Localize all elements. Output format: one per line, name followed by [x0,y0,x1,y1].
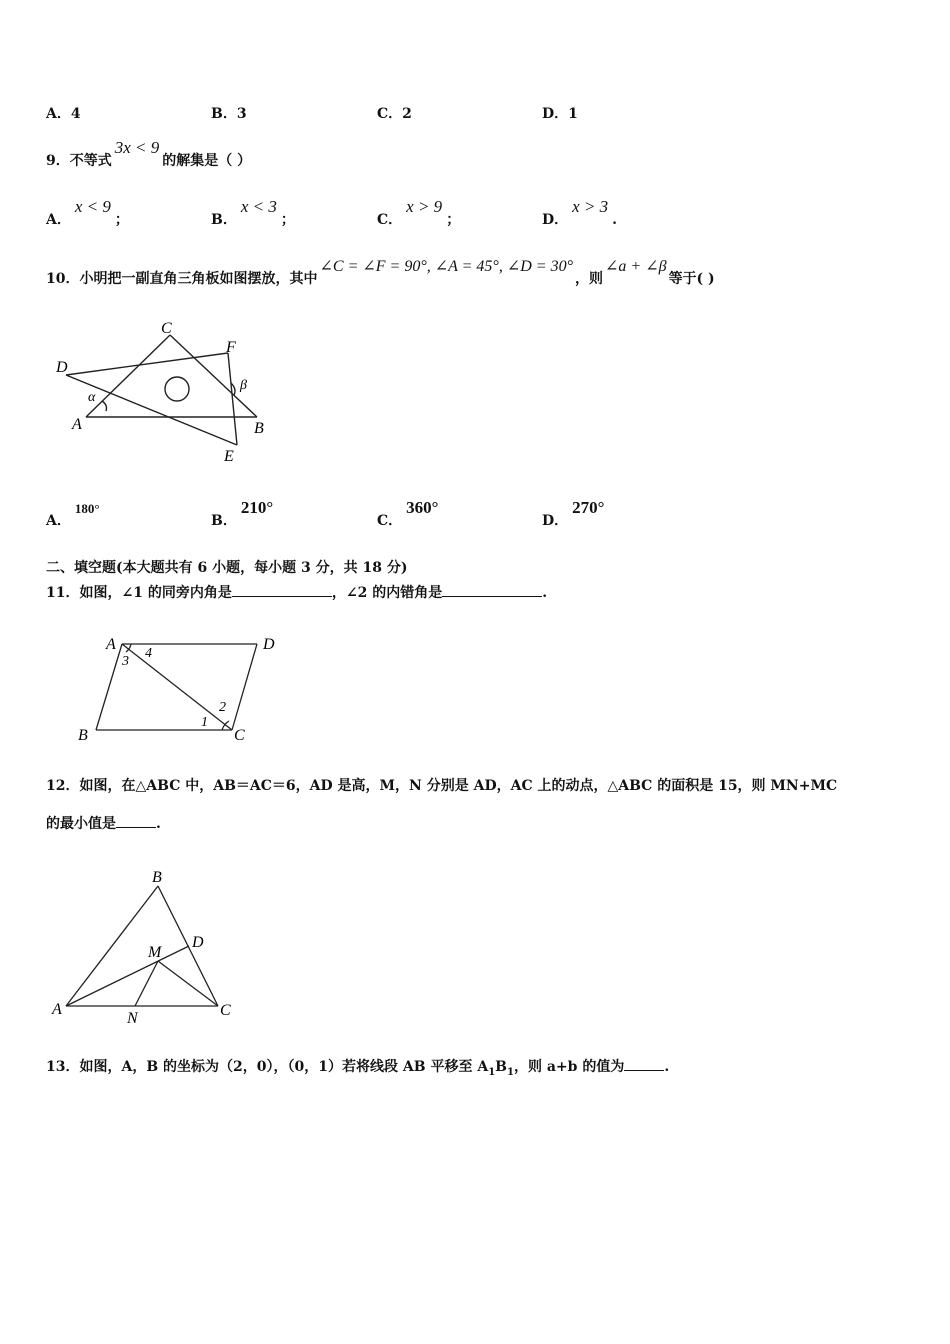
q9-option-d: D．x > 3. [542,197,618,228]
q11-label-a: A [106,636,116,653]
q10-stem: 10．小明把一副直角三角板如图摆放，其中∠C = ∠F = 90°, ∠A = 45°, ∠D = 30°，则∠a + ∠β等于( ) [46,258,715,287]
q8-option-d: D．1 [542,106,578,122]
q10-label-alpha: α [88,390,96,405]
q11-blank-2[interactable] [442,584,542,597]
q12-label-d: D [192,934,204,951]
q11-blank-1[interactable] [232,584,332,597]
section-2-title: 二、填空题(本大题共有 6 小题，每小题 3 分，共 18 分) [46,560,408,576]
q10-label-d: D [56,359,68,376]
q11-label-d: D [263,636,275,653]
q9-option-b: B．x < 3； [211,197,295,228]
q12-label-a: A [52,1001,62,1018]
q12-figure [48,866,243,1026]
q12-stem-line2: 的最小值是 . [46,816,161,832]
q10-option-c: C．360° [377,498,439,529]
q13-blank[interactable] [624,1058,664,1071]
q12-stem-line1: 12．如图，在△ABC 中，AB＝AC＝6，AD 是高，M，N 分别是 AD，AC 上的动点，△ABC 的面积是 15，则 MN+MC [46,778,838,794]
q8-option-c: C．2 [377,106,412,122]
q12-label-n: N [127,1010,138,1026]
q8-option-a: A．4 [46,106,81,122]
q8-option-b: B．3 [211,106,247,122]
q11-label-2: 2 [219,700,226,715]
q10-option-b: B．210° [211,498,274,529]
q10-label-a: A [72,416,82,433]
q10-label-c: C [161,320,172,337]
q11-label-c: C [234,727,245,744]
q11-figure [74,630,284,748]
q10-math-angles: ∠C = ∠F = 90°, ∠A = 45°, ∠D = 30° [319,258,573,275]
q11-label-3: 3 [122,654,129,669]
q12-label-b: B [152,869,162,886]
q13-stem: 13．如图，A，B 的坐标为（2，0），（0，1）若将线段 AB 平移至 $A_1B_1$，则 a+b 的值为 . [46,1059,670,1078]
q11-label-1: 1 [201,715,208,730]
q9-option-c: C．x > 9； [377,197,461,228]
q10-label-e: E [224,448,234,465]
q10-label-b: B [254,420,264,437]
q12-blank[interactable] [116,815,156,828]
q9-stem: 9．不等式3x < 9的解集是（ ） [46,138,252,169]
q11-stem: 11．如图，∠1 的同旁内角是 ，∠2 的内错角是 . [46,585,548,601]
q12-label-m: M [148,944,162,961]
q9-math: 3x < 9 [114,138,160,157]
q10-figure [50,315,275,465]
q9-option-a: A．x < 9； [46,197,129,228]
q10-option-d: D．270° [542,498,605,529]
q10-math-sum: ∠a + ∠β [604,258,667,275]
q10-label-f: F [226,339,236,356]
q10-label-beta: β [240,378,247,393]
q11-label-4: 4 [145,646,152,661]
q10-option-a: A．180° [46,501,100,529]
q12-label-c: C [220,1002,231,1019]
q11-label-b: B [78,727,88,744]
